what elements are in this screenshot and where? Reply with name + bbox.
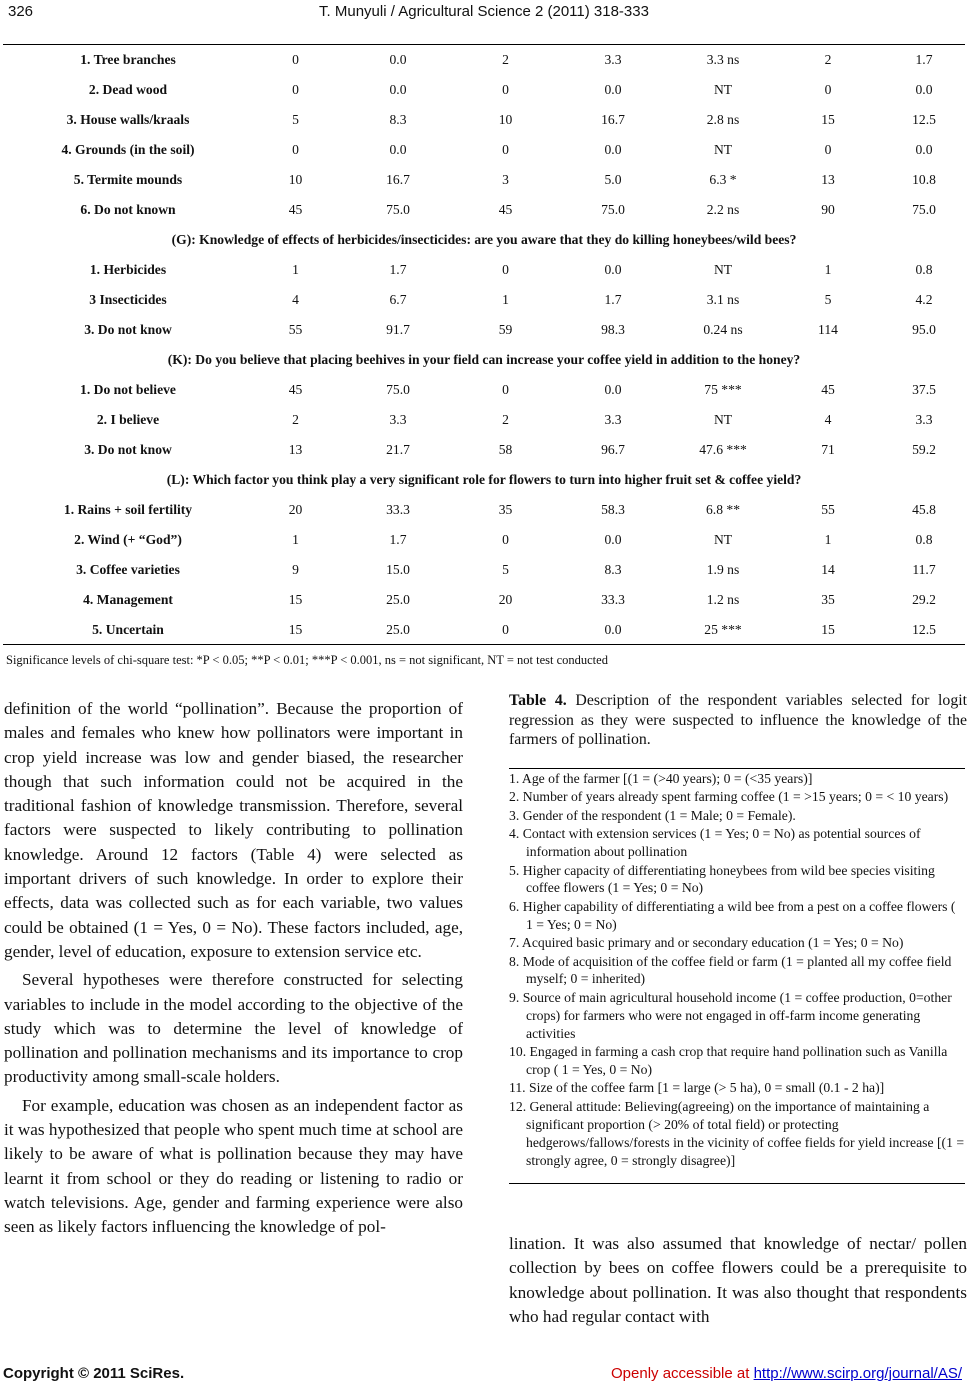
table-cell: 0.24 ns <box>703 322 743 337</box>
row-label: 2. I believe <box>96 412 160 427</box>
running-title: T. Munyuli / Agricultural Science 2 (2011) 318-333 <box>319 3 649 20</box>
table-cell: 0 <box>292 142 299 157</box>
table-cell: 55 <box>288 322 303 337</box>
table-cell: NT <box>713 262 733 277</box>
table4-item: 11. Size of the coffee farm [1 = large (> 5 ha), 0 = small (0.1 - 2 ha)] <box>509 1080 885 1096</box>
table-cell: 21.7 <box>386 442 410 457</box>
table-cell: 8.3 <box>604 562 622 577</box>
table-cell: 4.2 <box>915 292 933 307</box>
table-cell: 6.8 ** <box>706 502 740 517</box>
table-cell: 1 <box>292 262 299 277</box>
row-label: 2. Wind (+ “God”) <box>74 532 182 547</box>
table4-item: 9. Source of main agricultural household income (1 = coffee production, 0=other crops) for farmers who were not engaged in off-farm income generating activities <box>509 989 952 1041</box>
table-cell: 3.3 <box>915 412 933 427</box>
row-label: 3. Coffee varieties <box>76 562 180 577</box>
table-cell: 0.0 <box>389 142 407 157</box>
table-cell: 47.6 *** <box>699 442 747 457</box>
table-cell: 90 <box>821 202 835 217</box>
row-label: 1. Herbicides <box>89 262 167 277</box>
table-cell: 0 <box>502 142 509 157</box>
table-cell: 25.0 <box>386 592 410 607</box>
open-access-note: Openly accessible at http://www.scirp.org/journal/AS/ <box>611 1365 962 1382</box>
copyright: Copyright © 2011 SciRes. <box>3 1365 185 1382</box>
table-cell: 20 <box>498 592 513 607</box>
table-row <box>3 615 965 645</box>
table-cell: 59.2 <box>912 442 936 457</box>
table-cell: 0.8 <box>915 262 933 277</box>
table-row <box>3 195 965 225</box>
table4-label: Table 4. <box>509 692 567 709</box>
table-cell: 2.8 ns <box>706 112 740 127</box>
table4-item: 2. Number of years already spent farming coffee (1 = >15 years; 0 = < 10 years) <box>509 789 949 805</box>
table-cell: 11.7 <box>912 562 936 577</box>
page-number: 326 <box>8 3 34 20</box>
row-label: 4. Grounds (in the soil) <box>61 142 195 157</box>
table-cell: 8.3 <box>389 112 407 127</box>
table-cell: 15 <box>288 622 303 637</box>
row-label: 3. Do not know <box>84 442 172 457</box>
table-cell: 55 <box>821 502 835 517</box>
table4-caption <box>509 691 967 750</box>
table-cell: 75.0 <box>386 382 410 397</box>
table4-item: 4. Contact with extension services (1 = Yes; 0 = No) as potential sources of information about pollination <box>509 826 921 860</box>
row-label: 6. Do not known <box>80 202 176 217</box>
table-row <box>3 105 965 135</box>
table-cell: 35 <box>498 502 513 517</box>
table-cell: 14 <box>821 562 835 577</box>
table-cell: 45 <box>821 382 835 397</box>
row-label: 1. Tree branches <box>80 52 176 67</box>
table4-bottom-rule <box>509 1183 965 1184</box>
row-label: 1. Do not believe <box>80 382 176 397</box>
table4-list <box>509 770 965 1170</box>
table-row <box>3 585 965 615</box>
table-cell: 1 <box>824 262 832 277</box>
table-cell: 0.0 <box>604 142 622 157</box>
body-paragraph: lination. It was also assumed that knowledge of nectar/ pollen collection by bees on coffee flowers could be a prerequisite to knowledge about pollination. It was also thought that respondents who had regular contact with <box>509 1234 967 1326</box>
table4-item: 1. Age of the farmer [(1 = (>40 years); 0 = (<35 years)] <box>509 771 813 786</box>
table-cell: 75.0 <box>386 202 410 217</box>
table-cell: 0 <box>502 382 509 397</box>
row-label: 3 Insecticides <box>89 292 167 307</box>
table-row <box>3 135 965 165</box>
table-cell: 12.5 <box>912 112 936 127</box>
table4-item: 12. General attitude: Believing(agreeing) on the importance of maintaining a significant proportion (> 20% of total field) or protecting hedgerows/fallows/forests in the vicinity of coffee fields for yield increase [(1 = strongly agree, 0 = strongly disagree)] <box>509 1098 965 1168</box>
table-cell: 0 <box>502 262 509 277</box>
table-cell: 6.7 <box>389 292 407 307</box>
table-cell: 1.7 <box>389 262 407 277</box>
section-question: (K): Do you believe that placing beehives in your field can increase your coffee yield in addition to the honey? <box>167 352 801 367</box>
table-cell: 1 <box>502 292 509 307</box>
table-cell: 3.3 <box>604 412 622 427</box>
row-label: 3. House walls/kraals <box>66 112 190 127</box>
row-label: 1. Rains + soil fertility <box>63 502 193 517</box>
table-cell: 5.0 <box>604 172 622 187</box>
table-cell: 37.5 <box>912 382 936 397</box>
table-cell: 15 <box>288 592 303 607</box>
table-row <box>3 495 965 525</box>
table-cell: 0.8 <box>915 532 933 547</box>
table-cell: 15.0 <box>386 562 410 577</box>
table-section-header <box>3 465 965 495</box>
table-cell: 2 <box>824 52 832 67</box>
table-cell: 13 <box>821 172 835 187</box>
table-cell: 35 <box>821 592 835 607</box>
section-question: (G): Knowledge of effects of herbicides/insecticides: are you aware that they do killing honeybees/wild bees? <box>171 232 797 247</box>
table-cell: 96.7 <box>601 442 625 457</box>
table-cell: 0 <box>502 82 509 97</box>
table-cell: 71 <box>821 442 835 457</box>
table-cell: 2 <box>502 412 509 427</box>
body-paragraph: Several hypotheses were therefore constructed for selecting variables to include in the model according to the objective of the study which was to determine the level of knowledge of pollination and pollination mechanisms and its importance to crop productivity among small-scale holders. <box>4 970 463 1087</box>
table-cell: 75 *** <box>704 382 742 397</box>
table-cell: 16.7 <box>601 112 625 127</box>
table-cell: 75.0 <box>601 202 625 217</box>
table-cell: 15 <box>821 622 835 637</box>
table-cell: 75.0 <box>912 202 936 217</box>
row-label: 5. Uncertain <box>92 622 164 637</box>
row-label: 2. Dead wood <box>88 82 168 97</box>
table-cell: 0 <box>292 82 299 97</box>
table-cell: 5 <box>502 562 509 577</box>
left-body-column <box>4 697 463 1240</box>
table-cell: 1 <box>292 532 299 547</box>
table4-top-rule <box>509 768 965 769</box>
table-cell: NT <box>713 142 733 157</box>
table-cell: 0.0 <box>604 82 622 97</box>
table-row <box>3 555 965 585</box>
table-cell: 0.0 <box>915 142 933 157</box>
row-label: 3. Do not know <box>84 322 172 337</box>
table4-item: 5. Higher capacity of differentiating honeybees from wild bee species visiting coffee flowers (1 = Yes; 0 = No) <box>509 862 935 896</box>
table-cell: 3 <box>502 172 509 187</box>
significance-note: Significance levels of chi-square test: *P < 0.05; **P < 0.01; ***P < 0.001, ns = not significant, NT = not test conducted <box>6 653 608 667</box>
table-cell: 59 <box>498 322 513 337</box>
table-cell: 95.0 <box>912 322 936 337</box>
table-cell: 98.3 <box>601 322 625 337</box>
table-cell: 0.0 <box>604 532 622 547</box>
table-cell: 0.0 <box>604 262 622 277</box>
table-cell: 20 <box>288 502 303 517</box>
row-label: 5. Termite mounds <box>73 172 183 187</box>
table-cell: 0.0 <box>389 52 407 67</box>
table-cell: 3.1 ns <box>706 292 740 307</box>
table-cell: 0.0 <box>604 382 622 397</box>
row-label: 4. Management <box>83 592 173 607</box>
table-cell: 3.3 ns <box>706 52 740 67</box>
table-cell: 3.3 <box>389 412 407 427</box>
table-cell: 0 <box>292 52 299 67</box>
table-cell: 0.0 <box>915 82 933 97</box>
table-cell: 2 <box>292 412 299 427</box>
table-cell: 2 <box>502 52 509 67</box>
table-cell: 10.8 <box>912 172 936 187</box>
table-row <box>3 405 965 435</box>
table-cell: 0 <box>502 532 509 547</box>
table-cell: 33.3 <box>386 502 410 517</box>
table-cell: 15 <box>821 112 835 127</box>
table-cell: 58.3 <box>601 502 625 517</box>
table-cell: 25 *** <box>704 622 742 637</box>
section-question: (L): Which factor you think play a very significant role for flowers to turn into higher fruit set & coffee yield? <box>166 472 802 487</box>
table-section-header <box>3 345 965 375</box>
table4-item: 3. Gender of the respondent (1 = Male; 0 = Female). <box>509 807 796 823</box>
page-header <box>0 0 968 24</box>
table-cell: 1 <box>824 532 832 547</box>
table-cell: NT <box>713 412 733 427</box>
table-cell: NT <box>713 82 733 97</box>
table-row <box>3 315 965 345</box>
table-cell: 13 <box>288 442 303 457</box>
body-paragraph: definition of the world “pollination”. Because the proportion of males and females who knew how pollinators were important in crop yield increase was low and gender biased, the researcher though that such information could not be acquired in the traditional fashion of knowledge transmission. Therefore, several factors were suspected to likely contributing to pollination knowledge. Around 12 factors (Table 4) were selected as important drivers of such knowledge. In order to explore their effects, data was collected such as for each variable, two values could be obtained (1 = Yes, 0 = No). These factors included, age, gender, level of education, exposure to extension service etc. <box>4 699 463 961</box>
table-cell: 29.2 <box>912 592 936 607</box>
table-row <box>3 525 965 555</box>
table-cell: 45.8 <box>912 502 936 517</box>
table-row <box>3 75 965 105</box>
table-row <box>3 45 965 75</box>
table-cell: 45 <box>288 202 303 217</box>
table-cell: 10 <box>288 172 303 187</box>
table-cell: 0 <box>824 142 832 157</box>
table-cell: 0 <box>824 82 832 97</box>
table-cell: 1.9 ns <box>706 562 740 577</box>
table-row <box>3 435 965 465</box>
table-cell: 16.7 <box>386 172 410 187</box>
table-cell: 4 <box>292 292 299 307</box>
table-bottom-rule <box>3 644 965 645</box>
table4-caption-text: Description of the respondent variables selected for logit regression as they were suspected to influence the knowledge of the farmers of pollination. <box>509 692 968 749</box>
table-cell: 0.0 <box>604 622 622 637</box>
journal-link[interactable]: http://www.scirp.org/journal/AS/ <box>753 1365 962 1382</box>
table-cell: 91.7 <box>386 322 410 337</box>
right-body-column <box>509 1232 967 1329</box>
table-cell: 12.5 <box>912 622 936 637</box>
table-cell: 1.7 <box>389 532 407 547</box>
table-cell: 1.7 <box>604 292 622 307</box>
table-cell: 45 <box>288 382 303 397</box>
table-cell: 45 <box>498 202 513 217</box>
table-cell: 0.0 <box>389 82 407 97</box>
table-row <box>3 285 965 315</box>
table-cell: 33.3 <box>601 592 625 607</box>
body-paragraph: For example, education was chosen as an independent factor as it was hypothesized that people who spent much time at school are likely to be aware of what is pollination because they may have learnt it from school or they do reading or listening to radio or watch televisions. Age, gender and farming experience were also seen as likely factors influencing the knowledge of pol- <box>4 1095 463 1237</box>
table-cell: 6.3 * <box>709 172 737 187</box>
table-cell: 3.3 <box>604 52 622 67</box>
table-cell: 5 <box>824 292 832 307</box>
table-cell: 114 <box>818 322 838 337</box>
table-cell: 58 <box>498 442 513 457</box>
table-cell: 25.0 <box>386 622 410 637</box>
table4-item: 7. Acquired basic primary and or secondary education (1 = Yes; 0 = No) <box>509 935 904 951</box>
results-table <box>3 45 965 645</box>
table4-item: 8. Mode of acquisition of the coffee field or farm (1 = planted all my coffee field myself; 0 = inherited) <box>509 953 952 987</box>
table-cell: 10 <box>498 112 513 127</box>
table-cell: 1.7 <box>915 52 933 67</box>
table-cell: 4 <box>824 412 832 427</box>
table-section-header <box>3 225 965 255</box>
table4-item: 6. Higher capability of differentiating a wild bee from a pest on a coffee flowers ( 1 = Yes; 0 = No) <box>509 898 956 932</box>
table-cell: 0 <box>502 622 509 637</box>
table-row <box>3 375 965 405</box>
table-cell: NT <box>713 532 733 547</box>
table-cell: 9 <box>292 562 299 577</box>
table4-item: 10. Engaged in farming a cash crop that require hand pollination such as Vanilla crop ( 1 = Yes, 0 = No) <box>509 1044 948 1077</box>
table-cell: 2.2 ns <box>706 202 740 217</box>
table-row <box>3 255 965 285</box>
table-cell: 1.2 ns <box>706 592 740 607</box>
table-cell: 5 <box>292 112 299 127</box>
table-row <box>3 165 965 195</box>
